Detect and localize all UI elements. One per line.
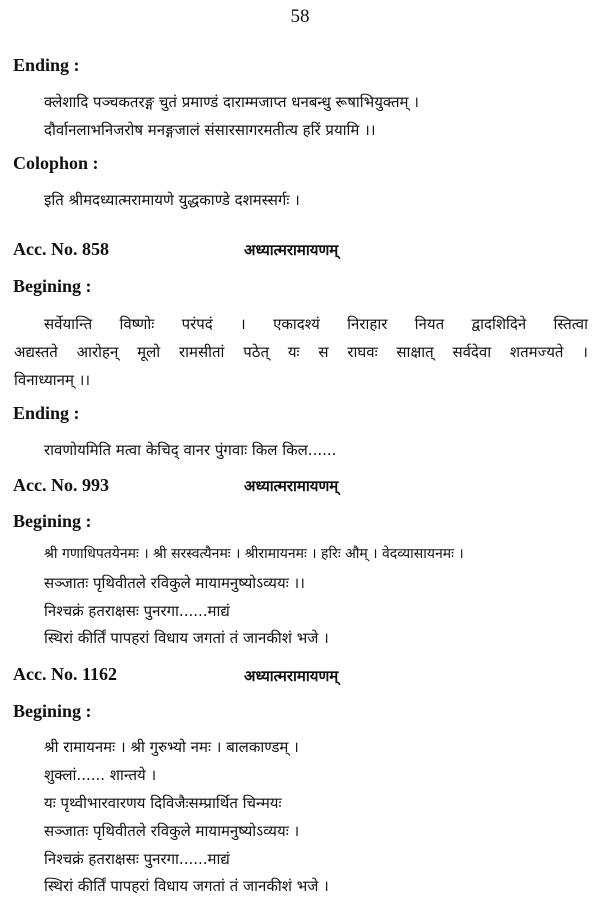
begining-line-858-2: अद्यस्तते आरोहन् मूलो रामसीतां पठेत् यः स राघवः साक्षात् सर्वदेवा शतमज्यते । [14, 343, 588, 361]
colophon-text: इति श्रीमदध्यात्मरामायणे युद्धकाण्डे दशमस्सर्गः । [44, 191, 300, 209]
acc-number-993: Acc. No. 993 [13, 475, 109, 495]
verse-1162-3: यः पृथ्वीभारवारणय दिविजैःसम्प्रार्थित चिन्मयः [44, 794, 282, 812]
work-title-993: अध्यात्मरामायणम् [244, 477, 339, 495]
begining-line-858-3: विनाध्यानम् ।। [14, 371, 91, 389]
ending-line-2: दौर्वानलाभनिजरोष मनङ्गजालं संसारसागरमतीत्य हरिं प्रयामि ।। [44, 121, 376, 139]
verse-993-3: निश्चक्रं हतराक्षसः पुनरगा......माद्यं [44, 602, 230, 620]
ending-heading-858: Ending : [13, 403, 80, 423]
verse-993-2: सञ्जातः पृथिवीतले रविकुले मायामनुष्योऽव्ययः ।। [44, 574, 305, 592]
verse-993-1: श्री गणाधिपतयेनमः । श्री सरस्वत्यैनमः । श्रीरामायनमः । हरिः औम् । वेदव्यासायनमः । [44, 546, 464, 562]
begining-heading-858: Begining : [13, 276, 92, 296]
page-number: 58 [290, 6, 310, 27]
work-title-1162: अध्यात्मरामायणम् [244, 667, 339, 685]
work-title-858: अध्यात्मरामायणम् [244, 241, 339, 259]
verse-1162-5: निश्चक्रं हतराक्षसः पुनरगा......माद्यं [44, 850, 230, 868]
verse-993-4: स्थिरां कीर्तिं पापहरां विधाय जगतां तं जानकीशं भजे । [44, 629, 329, 647]
begining-heading-993: Begining : [13, 511, 92, 531]
verse-1162-6: स्थिरां कीर्तिं पापहरां विधाय जगतां तं जानकीशं भजे । [44, 877, 329, 895]
ending-heading: Ending : [13, 55, 80, 75]
acc-number-1162: Acc. No. 1162 [13, 664, 117, 684]
acc-number-858: Acc. No. 858 [13, 239, 109, 259]
ending-line-1: क्लेशादि पञ्चकतरङ्ग चुतं प्रमाण्डं दाराम्मजाप्त धनबन्धु रूषाभियुक्तम् । [44, 93, 419, 111]
ending-text-858: रावणोयमिति मत्वा केचिद् वानर पुंगवाः किल किल...... [44, 441, 337, 459]
begining-line-858-1: सर्वेयान्ति विष्णोः परंपदं । एकादश्यं निराहार नियत द्वादशिदिने स्तित्वा [44, 315, 588, 333]
begining-heading-1162: Begining : [13, 701, 92, 721]
colophon-heading: Colophon : [13, 153, 99, 173]
verse-1162-4: सञ्जातः पृथिवीतले रविकुले मायामनुष्योऽव्ययः । [44, 822, 300, 840]
verse-1162-1: श्री रामायनमः । श्री गुरुभ्यो नमः । बालकाण्डम् । [44, 738, 299, 756]
verse-1162-2: शुक्लां...... शान्तये । [44, 766, 157, 784]
